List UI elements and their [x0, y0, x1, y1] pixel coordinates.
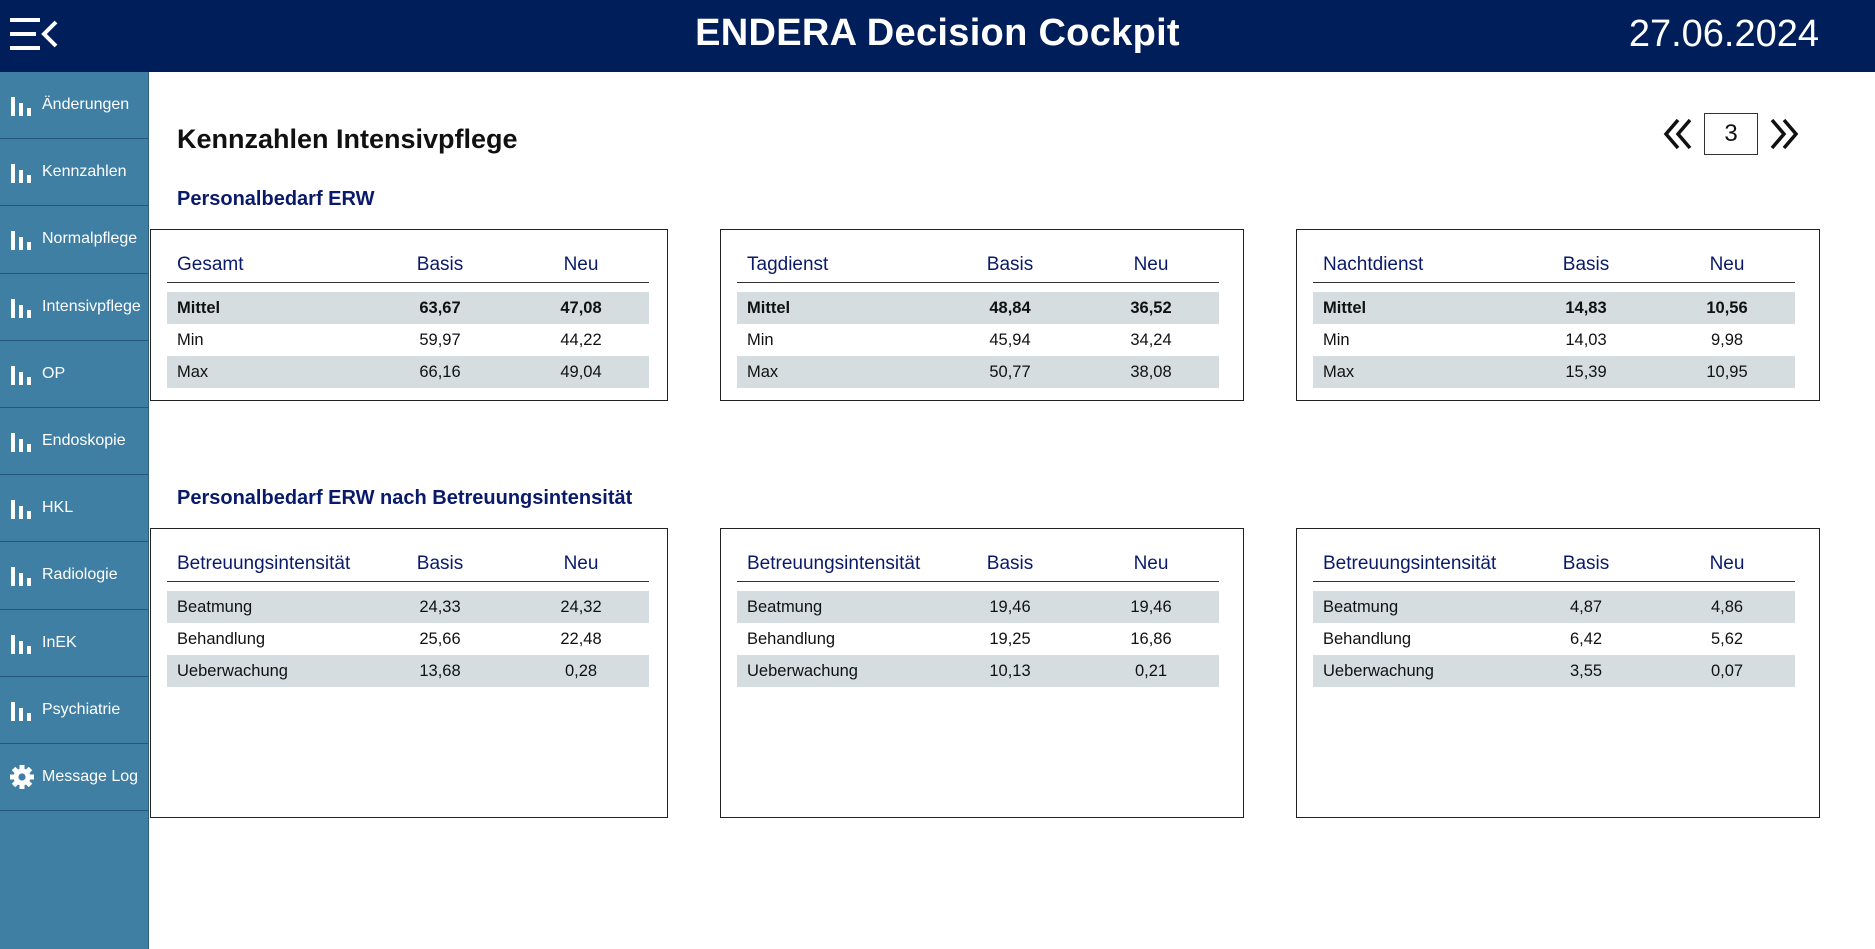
basis-value: 4,87 — [1513, 591, 1659, 623]
table-row — [1313, 591, 1795, 623]
previous-page-icon[interactable] — [1658, 114, 1698, 154]
panel-betreuung-gesamt — [150, 528, 668, 818]
sidebar-item-label: Kennzahlen — [42, 163, 127, 181]
sidebar-item-aenderungen[interactable] — [0, 72, 148, 139]
data-table — [167, 242, 649, 388]
row-label: Ueberwachung — [737, 655, 937, 687]
row-label: Min — [177, 330, 204, 349]
neu-value: 34,24 — [1130, 330, 1172, 349]
neu-value: 22,48 — [560, 629, 602, 648]
basis-value: 45,94 — [989, 330, 1031, 349]
bar-chart-icon — [9, 159, 35, 185]
neu-value: 16,86 — [1130, 629, 1172, 648]
sidebar-item-psychiatrie[interactable] — [0, 677, 148, 744]
table-row — [167, 623, 649, 655]
page-number[interactable]: 3 — [1704, 113, 1758, 155]
sidebar-item-hkl[interactable] — [0, 475, 148, 542]
row-label: Max — [167, 356, 367, 388]
sidebar-item-message-log[interactable] — [0, 744, 148, 811]
basis-value: 48,84 — [937, 292, 1083, 324]
table-row — [737, 356, 1219, 388]
column-header: Gesamt — [167, 242, 367, 282]
column-header: Basis — [367, 242, 513, 282]
row-label: Behandlung — [177, 629, 266, 648]
table-row — [167, 591, 649, 623]
sidebar-item-kennzahlen[interactable] — [0, 139, 148, 206]
row-label: Behandlung — [747, 629, 836, 648]
basis-value: 3,55 — [1513, 655, 1659, 687]
bar-chart-icon — [9, 226, 35, 252]
sidebar-item-normalpflege[interactable] — [0, 206, 148, 273]
section-title-personalbedarf: Personalbedarf ERW — [177, 188, 375, 210]
column-header: Basis — [937, 541, 1083, 581]
bar-chart-icon — [9, 495, 35, 521]
data-table — [1313, 242, 1795, 388]
app-header — [0, 0, 1875, 72]
row-label: Mittel — [737, 292, 937, 324]
row-label: Beatmung — [1313, 591, 1513, 623]
sidebar-item-inek[interactable] — [0, 610, 148, 677]
sidebar-item-radiologie[interactable] — [0, 542, 148, 609]
table-row — [167, 356, 649, 388]
sidebar-item-label: InEK — [42, 633, 77, 651]
sidebar-item-label: Endoskopie — [42, 432, 126, 450]
data-table — [737, 541, 1219, 687]
panel-nachtdienst — [1296, 229, 1820, 401]
sidebar-item-label: Intensivpflege — [42, 297, 141, 315]
panel-betreuung-tagdienst — [720, 528, 1244, 818]
row-label: Beatmung — [167, 591, 367, 623]
basis-value: 13,68 — [367, 655, 513, 687]
basis-value: 24,33 — [367, 591, 513, 623]
neu-value: 0,21 — [1083, 655, 1219, 687]
table-row — [1313, 356, 1795, 388]
app-title: ENDERA Decision Cockpit — [695, 12, 1180, 54]
row-label: Max — [737, 356, 937, 388]
column-header: Tagdienst — [737, 242, 937, 282]
sidebar-item-label: Radiologie — [42, 566, 118, 584]
bar-chart-icon — [9, 92, 35, 118]
column-header: Basis — [937, 242, 1083, 282]
basis-value: 63,67 — [367, 292, 513, 324]
page-title: Kennzahlen Intensivpflege — [177, 124, 518, 154]
neu-value: 19,46 — [1083, 591, 1219, 623]
sidebar — [0, 72, 149, 949]
column-header: Neu — [1083, 541, 1219, 581]
sidebar-item-label: Normalpflege — [42, 230, 138, 248]
bar-chart-icon — [9, 562, 35, 588]
section-title-betreuungsintensitaet: Personalbedarf ERW nach Betreuungsintensität — [177, 487, 633, 509]
row-label: Beatmung — [737, 591, 937, 623]
row-label: Mittel — [1313, 292, 1513, 324]
neu-value: 5,62 — [1710, 629, 1744, 648]
panel-tagdienst — [720, 229, 1244, 401]
bar-chart-icon — [9, 294, 35, 320]
table-row — [167, 655, 649, 687]
basis-value: 19,25 — [989, 629, 1031, 648]
neu-value: 0,07 — [1659, 655, 1795, 687]
neu-value: 47,08 — [513, 292, 649, 324]
basis-value: 15,39 — [1513, 356, 1659, 388]
table-row — [167, 324, 649, 356]
panel-gesamt — [150, 229, 668, 401]
column-header: Nachtdienst — [1313, 242, 1513, 282]
column-header: Basis — [1513, 242, 1659, 282]
neu-value: 10,56 — [1659, 292, 1795, 324]
table-row — [737, 623, 1219, 655]
table-row — [167, 292, 649, 324]
pager — [1658, 112, 1804, 156]
row-label: Mittel — [167, 292, 367, 324]
table-row — [1313, 324, 1795, 356]
column-header: Basis — [1513, 541, 1659, 581]
table-row — [737, 591, 1219, 623]
next-page-icon[interactable] — [1764, 114, 1804, 154]
data-table — [167, 541, 649, 687]
neu-value: 10,95 — [1659, 356, 1795, 388]
basis-value: 6,42 — [1569, 629, 1603, 648]
column-header: Neu — [1659, 541, 1795, 581]
neu-value: 36,52 — [1083, 292, 1219, 324]
sidebar-item-intensivpflege[interactable] — [0, 274, 148, 341]
neu-value: 49,04 — [513, 356, 649, 388]
neu-value: 38,08 — [1083, 356, 1219, 388]
row-label: Max — [1313, 356, 1513, 388]
bar-chart-icon — [9, 697, 35, 723]
column-header: Basis — [367, 541, 513, 581]
basis-value: 25,66 — [419, 629, 461, 648]
neu-value: 24,32 — [513, 591, 649, 623]
basis-value: 50,77 — [937, 356, 1083, 388]
basis-value: 14,83 — [1513, 292, 1659, 324]
basis-value: 19,46 — [937, 591, 1083, 623]
sidebar-item-label: Message Log — [42, 767, 139, 785]
header-date: 27.06.2024 — [1628, 13, 1819, 55]
neu-value: 0,28 — [513, 655, 649, 687]
main-content — [150, 72, 1875, 949]
neu-value: 4,86 — [1659, 591, 1795, 623]
basis-value: 10,13 — [937, 655, 1083, 687]
bar-chart-icon — [9, 361, 35, 387]
basis-value: 59,97 — [419, 330, 461, 349]
gear-icon — [9, 764, 35, 790]
neu-value: 9,98 — [1710, 330, 1744, 349]
row-label: Ueberwachung — [167, 655, 367, 687]
row-label: Ueberwachung — [1313, 655, 1513, 687]
bar-chart-icon — [9, 630, 35, 656]
data-table — [737, 242, 1219, 388]
column-header: Betreuungsintensität — [737, 541, 937, 581]
column-header: Betreuungsintensität — [1313, 541, 1513, 581]
data-table — [1313, 541, 1795, 687]
table-row — [1313, 655, 1795, 687]
basis-value: 14,03 — [1565, 330, 1607, 349]
column-header: Neu — [513, 541, 649, 581]
table-row — [737, 324, 1219, 356]
sidebar-item-label: OP — [42, 364, 66, 382]
panel-betreuung-nachtdienst — [1296, 528, 1820, 818]
neu-value: 44,22 — [560, 330, 602, 349]
row-label: Min — [1323, 330, 1350, 349]
table-row — [1313, 292, 1795, 324]
column-header: Neu — [1659, 242, 1795, 282]
sidebar-item-op[interactable] — [0, 341, 148, 408]
column-header: Neu — [1083, 242, 1219, 282]
row-label: Behandlung — [1323, 629, 1412, 648]
table-row — [737, 655, 1219, 687]
row-label: Min — [747, 330, 774, 349]
sidebar-item-label: HKL — [42, 499, 74, 517]
sidebar-item-label: Änderungen — [42, 96, 130, 114]
column-header: Betreuungsintensität — [167, 541, 367, 581]
sidebar-item-endoskopie[interactable] — [0, 408, 148, 475]
column-header: Neu — [513, 242, 649, 282]
table-row — [1313, 623, 1795, 655]
table-row — [737, 292, 1219, 324]
bar-chart-icon — [9, 428, 35, 454]
sidebar-item-label: Psychiatrie — [42, 700, 121, 718]
basis-value: 66,16 — [367, 356, 513, 388]
